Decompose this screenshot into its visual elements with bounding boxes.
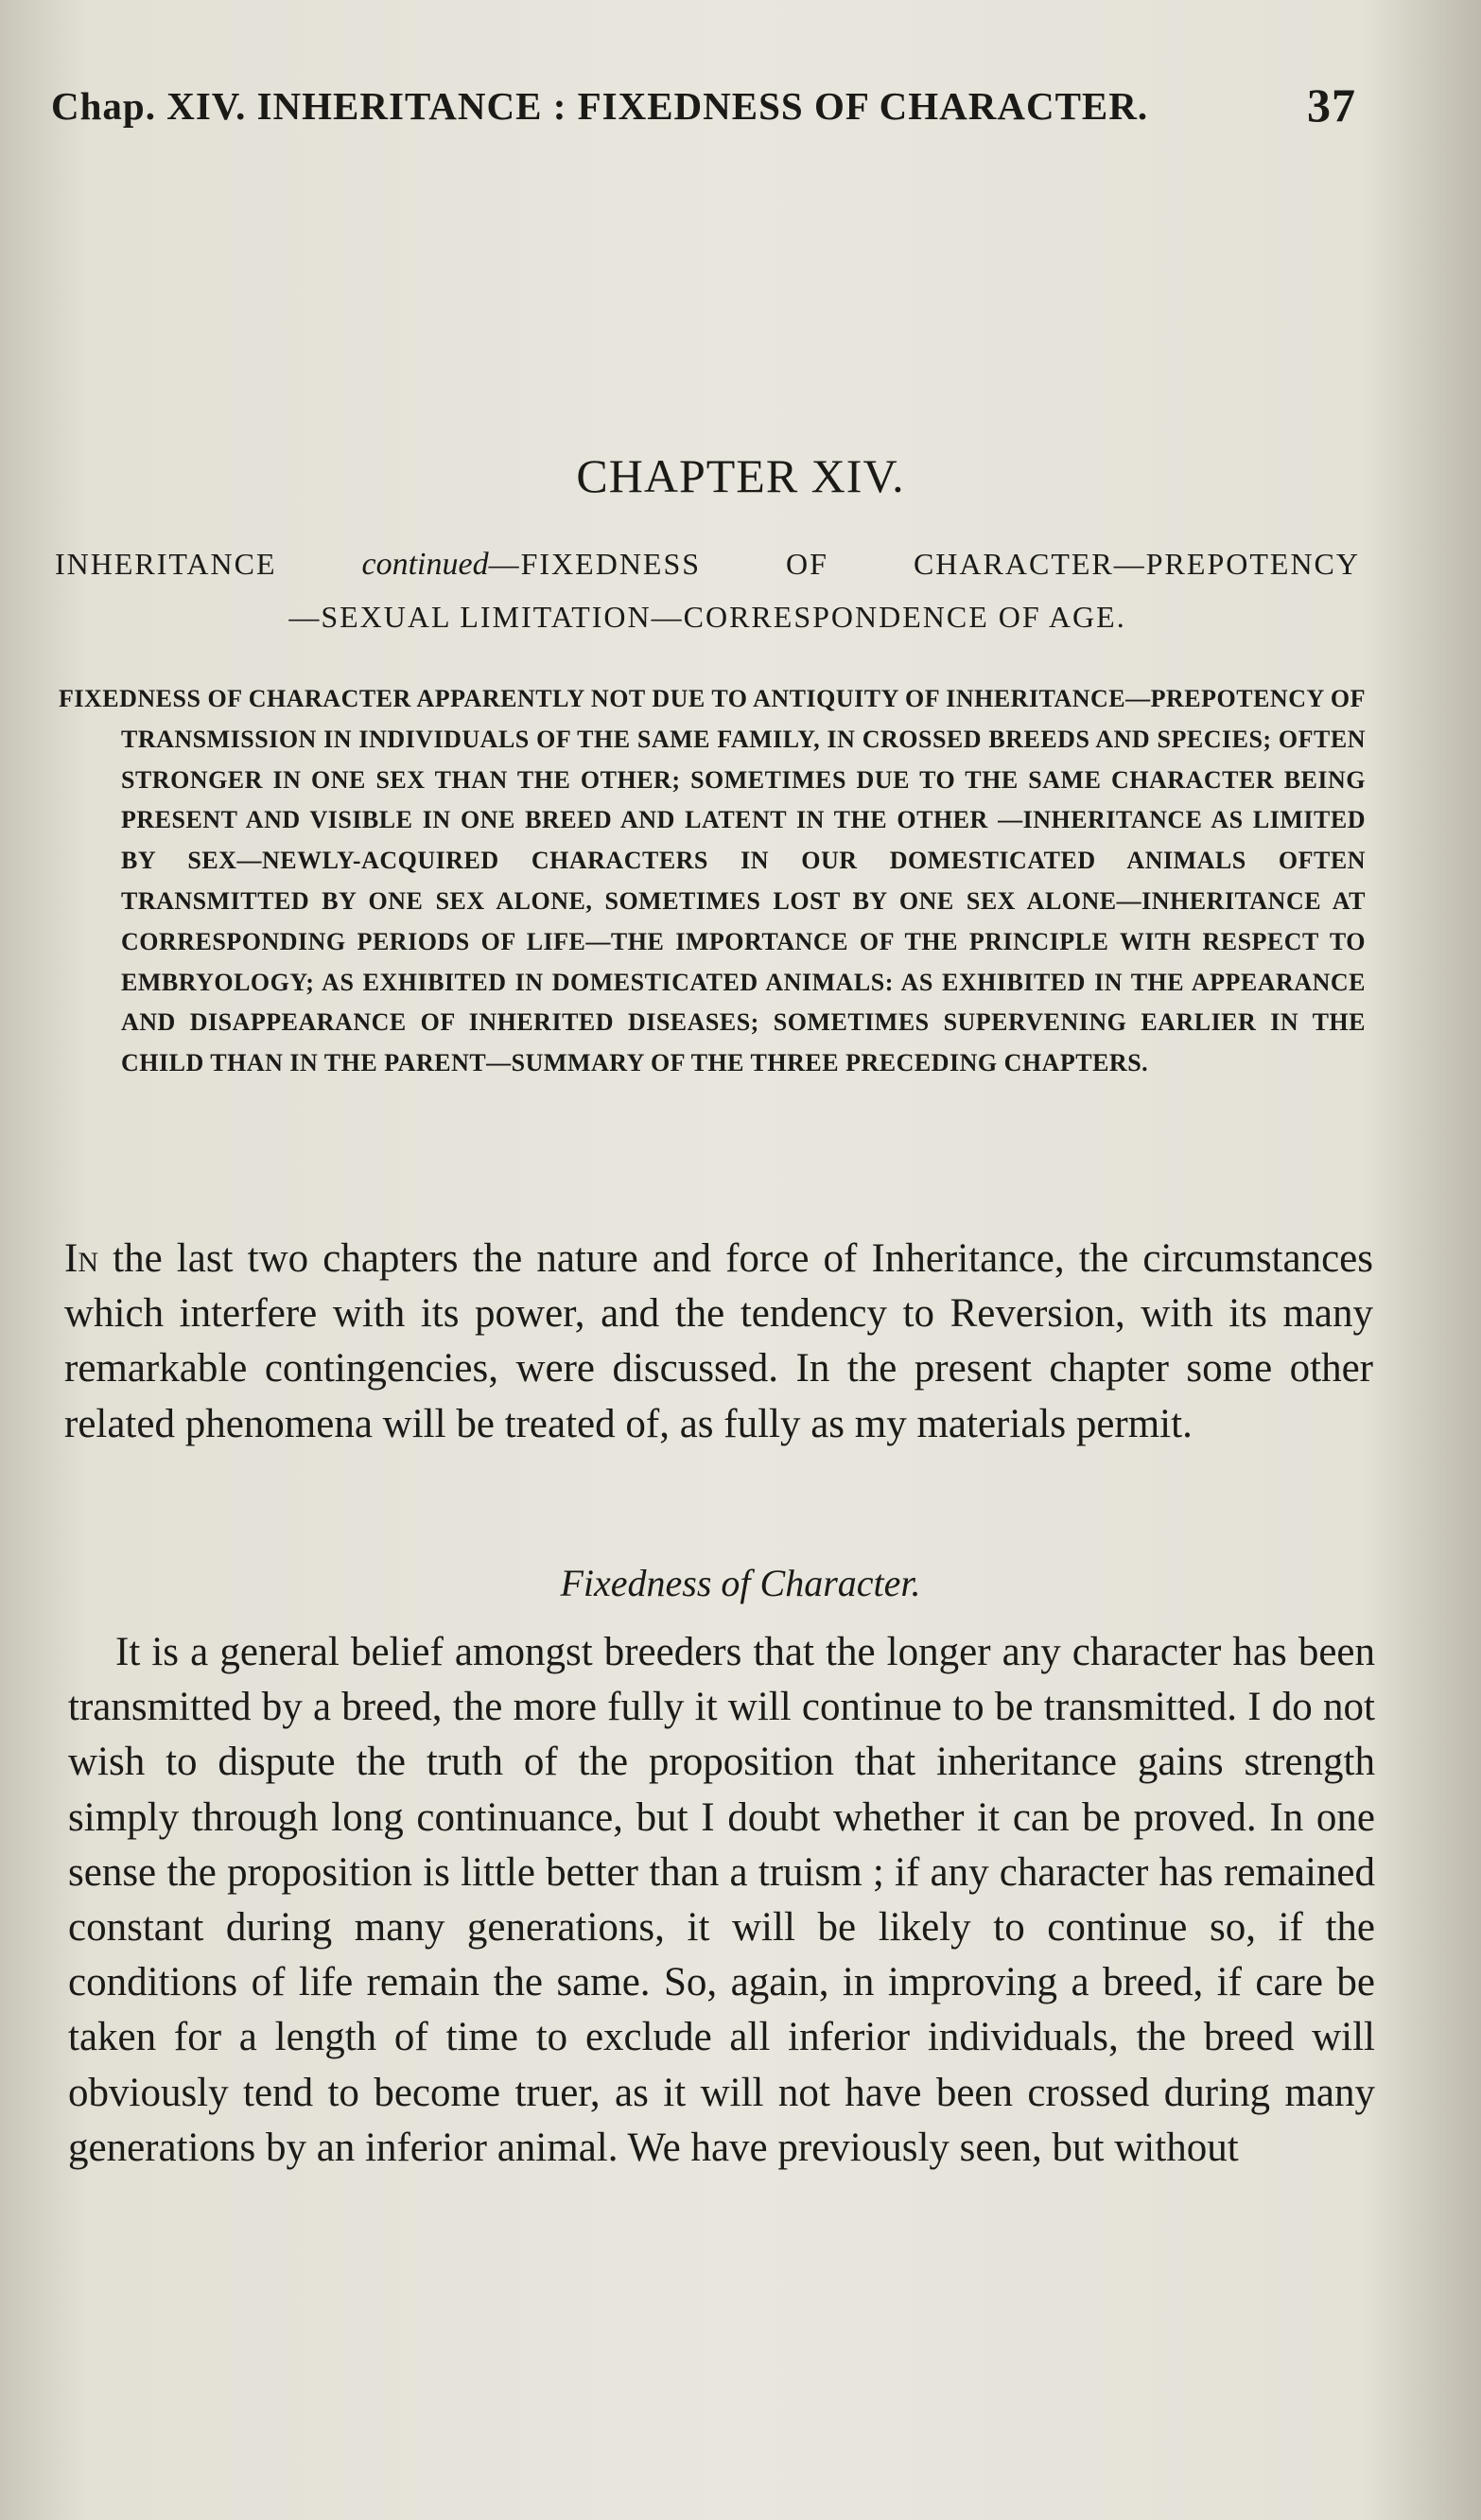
chapter-synopsis: FIXEDNESS OF CHARACTER APPARENTLY NOT DUE TO ANTIQUITY OF INHERITANCE—PREPOTENCY OF TRANSMISSION IN INDIVIDUALS OF THE SAME FAMILY, IN CROSSED BREEDS AND SPECIES; OFTEN STRONGER IN ONE SEX THAN THE OTHER; SOMETIMES DUE TO THE SAME CHARACTER BEING PRESENT AND VISIBLE IN ONE BREED AND LATENT IN THE OTHER —INHERITANCE AS LIMITED BY SEX—NEWLY-ACQUIRED CHARACTERS IN OUR DOMESTICATED ANIMALS OFTEN TRANSMITTED BY ONE SEX ALONE, SOMETIMES LOST BY ONE SEX ALONE—INHERITANCE AT CORRESPONDING PERIODS OF LIFE—THE IMPORTANCE OF THE PRINCIPLE WITH RESPECT TO EMBRYOLOGY; AS EXHIBITED IN DOMESTICATED ANIMALS: AS EXHIBITED IN THE APPEARANCE AND DISAPPEARANCE OF INHERITED DISEASES; SOMETIMES SUPERVENING EARLIER IN THE CHILD THAN IN THE PARENT—SUMMARY OF THE THREE PRECEDING CHAPTERS. — [59, 685, 1366, 1077]
section-heading: Fixedness of Character. — [560, 1562, 921, 1604]
running-head-title: Chap. XIV. INHERITANCE : FIXEDNESS OF CHARACTER. — [51, 84, 1149, 128]
chapter-subtitle-line-1 — [55, 547, 1360, 583]
chapter-title: CHAPTER XIV. — [576, 449, 905, 502]
page-number: 37 — [1307, 79, 1356, 131]
intro-text: the last two chapters the nature and force of Inheritance, the circumstances which interfere with its power, and the tendency to Reversion, with its many remarkable contingencies, were discussed. In the present chapter some other related phenomena will be treated of, as fully as my materials permit. — [64, 1236, 1373, 1446]
subtitle-rest: —FIXEDNESS OF CHARACTER—PREPOTENCY — [488, 547, 1361, 581]
subtitle-italic: continued — [361, 547, 489, 582]
section-paragraph: It is a general belief amongst breeders that the longer any character has been transmitted by a breed, the more fully it will continue to be transmitted. I do not wish to dispute the truth of the proposition that inheritance gains strength simply through long continuance, but I doubt whether it can be proved. In one sense the proposition is little better than a truism ; if any character has remained constant during many generations, it will be likely to continue so, if the conditions of life remain the same. So, again, in improving a breed, if care be taken for a length of time to exclude all inferior individuals, the breed will obviously tend to become truer, as it will not have been crossed during many generations by an inferior animal. We have previously seen, but without — [68, 1630, 1375, 2170]
intro-first-word: In — [64, 1236, 98, 1281]
running-head — [51, 79, 1356, 140]
subtitle-start: INHERITANCE — [55, 547, 277, 581]
chapter-subtitle-line-2: —SEXUAL LIMITATION—CORRESPONDENCE OF AGE. — [288, 600, 1126, 634]
intro-paragraph — [64, 1232, 1373, 1452]
